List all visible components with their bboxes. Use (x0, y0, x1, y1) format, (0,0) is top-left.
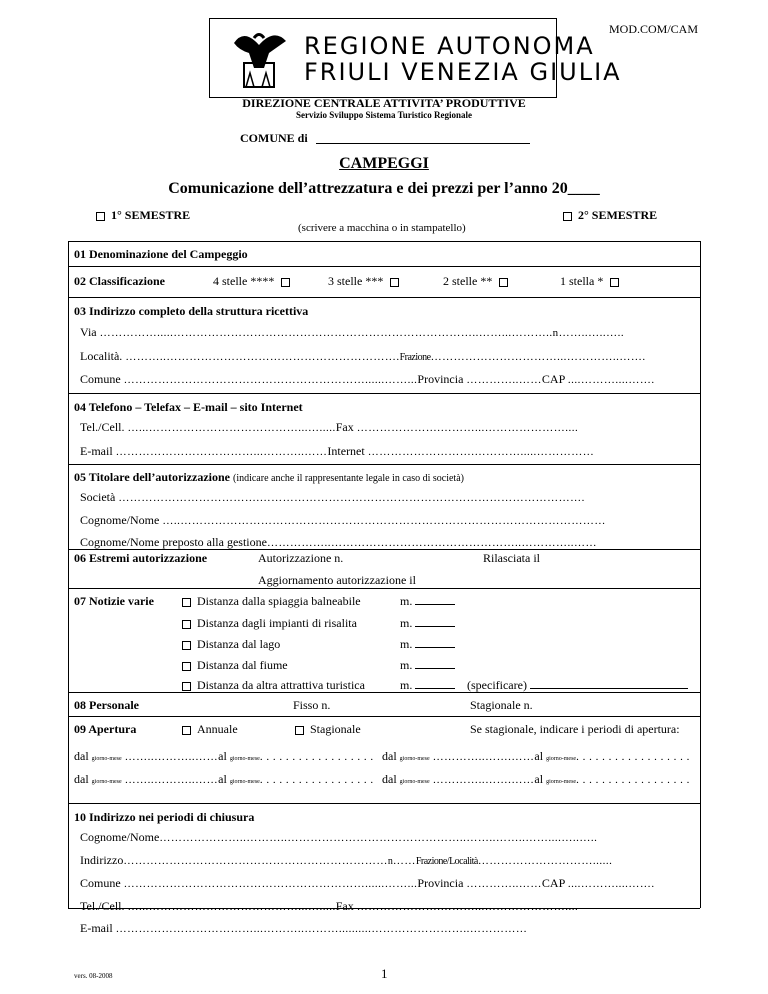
via-field[interactable]: Via …………….....……………………………………………………………………..……...………..n……..…..….. (80, 325, 625, 339)
stelle-2-checkbox[interactable]: 2 stelle ** (443, 274, 514, 289)
logo-line-1: REGIONE AUTONOMA (304, 32, 595, 60)
s05-header: 05 Titolare dell’autorizzazione (indicare anche il rappresentante legale in caso di società) (74, 470, 464, 484)
eagle-icon (224, 23, 294, 93)
periodo-4-field[interactable]: dal giorno-mese …………..…….……al giorno-mese. . . . . . . . . . . . . . . . . . (382, 772, 690, 786)
distanza-impianti-input[interactable]: m. (400, 616, 455, 631)
direzione-title: DIREZIONE CENTRALE ATTIVITA’ PRODUTTIVE (242, 96, 526, 110)
stelle-3-checkbox[interactable]: 3 stelle *** (328, 274, 405, 289)
s09-note: Se stagionale, indicare i periodi di apertura: (470, 722, 680, 736)
page-number: 1 (381, 966, 388, 981)
cognome-field[interactable]: Cognome/Nome …..………………………………………………………………………………………………… (80, 513, 606, 527)
chiusura-tel-fax-field[interactable]: Tel./Cell. …...…………………………………...….....Fax ………………….………...………………….... (80, 899, 579, 913)
s09-label: 09 Apertura (74, 722, 137, 736)
autorizzazione-field[interactable]: Autorizzazione n. (258, 551, 344, 565)
localita-field[interactable]: Località. ………..…………………………………………………….Frazione……………………………...…………..……. (80, 349, 646, 363)
stelle-4-checkbox[interactable]: 4 stelle **** (213, 274, 296, 289)
mod-code: MOD.COM/CAM (608, 22, 698, 36)
societa-field[interactable]: Società ……………………………….…………………………………………………………………………. (80, 490, 585, 504)
s03-label: 03 Indirizzo completo della struttura ricettiva (74, 304, 309, 318)
version-label: vers. 08-2008 (74, 972, 113, 980)
s04-label: 04 Telefono – Telefax – E-mail – sito Internet (74, 400, 303, 414)
distanza-fiume-checkbox[interactable]: Distanza dal fiume (182, 658, 288, 673)
checkbox-icon (295, 726, 304, 735)
checkbox-icon (281, 278, 290, 287)
stagionale-checkbox[interactable]: Stagionale (295, 722, 361, 737)
distanza-spiaggia-checkbox[interactable]: Distanza dalla spiaggia balneabile (182, 594, 361, 609)
distanza-impianti-checkbox[interactable]: Distanza dagli impianti di risalita (182, 616, 357, 631)
stagionale-n-field[interactable]: Stagionale n. (470, 698, 533, 712)
periodo-3-field[interactable]: dal giorno-mese ……..………..……al giorno-mese. . . . . . . . . . . . . . . . . . (74, 772, 374, 786)
periodo-2-field[interactable]: dal giorno-mese …………..…….……al giorno-mese. . . . . . . . . . . . . . . . . . (382, 749, 690, 763)
semestre-2-checkbox[interactable]: 2° SEMESTRE (563, 208, 657, 223)
checkbox-icon (96, 212, 105, 221)
aggiornamento-field[interactable]: Aggiornamento autorizzazione il (258, 573, 416, 587)
distanza-spiaggia-input[interactable]: m. (400, 594, 455, 609)
annuale-checkbox[interactable]: Annuale (182, 722, 238, 737)
page-title: CAMPEGGI (339, 155, 429, 172)
checkbox-icon (182, 682, 191, 691)
checkbox-icon (563, 212, 572, 221)
comune-field[interactable] (316, 143, 530, 144)
preposto-field[interactable]: Cognome/Nome preposto alla gestione……………..…………………………………………..…………..…… (80, 535, 597, 549)
s06-label: 06 Estremi autorizzazione (74, 551, 208, 565)
page-subtitle: Comunicazione dell’attrezzatura e dei prezzi per l’anno 20____ (168, 180, 600, 197)
stelle-1-checkbox[interactable]: 1 stella * (560, 274, 625, 289)
distanza-altra-input[interactable]: m. (400, 678, 455, 693)
s10-label: 10 Indirizzo nei periodi di chiusura (74, 810, 255, 824)
s01-label: 01 Denominazione del Campeggio (74, 247, 248, 261)
chiusura-indirizzo-field[interactable]: Indirizzo……………………………………………………………n……Frazione/Località…………………………...... (80, 853, 613, 867)
distanza-fiume-input[interactable]: m. (400, 658, 455, 673)
periodo-1-field[interactable]: dal giorno-mese ……..………..……al giorno-mese. . . . . . . . . . . . . . . . . . (74, 749, 374, 763)
distanza-lago-input[interactable]: m. (400, 637, 455, 652)
checkbox-icon (182, 620, 191, 629)
chiusura-cognome-field[interactable]: Cognome/Nome…………………..………..………………………………………..……..……..……....…..….. (80, 830, 598, 844)
servizio-title: Servizio Sviluppo Sistema Turistico Regionale (295, 110, 472, 120)
chiusura-comune-field[interactable]: Comune ………………………………………………………......……...Provincia …………..……CAP ....………....……. (80, 876, 655, 890)
chiusura-email-field[interactable]: E-mail ………………………………...………..………..........……………………..…………… (80, 921, 528, 935)
checkbox-icon (182, 662, 191, 671)
rilasciata-field[interactable]: Rilasciata il (483, 551, 540, 565)
checkbox-icon (390, 278, 399, 287)
checkbox-icon (499, 278, 508, 287)
specificare-field[interactable]: (specificare) (467, 678, 688, 693)
s07-label: 07 Notizie varie (74, 594, 154, 608)
distanza-lago-checkbox[interactable]: Distanza dal lago (182, 637, 280, 652)
logo-line-2: FRIULI VENEZIA GIULIA (304, 58, 622, 86)
semestre-1-checkbox[interactable]: 1° SEMESTRE (96, 208, 190, 223)
s02-label: 02 Classificazione (74, 274, 165, 288)
checkbox-icon (182, 598, 191, 607)
comune-provincia-field[interactable]: Comune ………………………………………………………......……...Provincia …………..……CAP ....………....……. (80, 372, 655, 386)
distanza-altra-checkbox[interactable]: Distanza da altra attrattiva turistica (182, 678, 365, 693)
scrivere-note: (scrivere a macchina o in stampatello) (298, 222, 466, 234)
email-internet-field[interactable]: E-mail ………………………………...………..……Internet ……………………….………….....…………… (80, 444, 595, 458)
checkbox-icon (182, 641, 191, 650)
tel-fax-field[interactable]: Tel./Cell. …...…………………………………...….....Fax ………………….………...………………….... (80, 420, 579, 434)
checkbox-icon (610, 278, 619, 287)
fisso-field[interactable]: Fisso n. (293, 698, 331, 712)
checkbox-icon (182, 726, 191, 735)
s08-label: 08 Personale (74, 698, 139, 712)
comune-label: COMUNE di (240, 131, 308, 145)
